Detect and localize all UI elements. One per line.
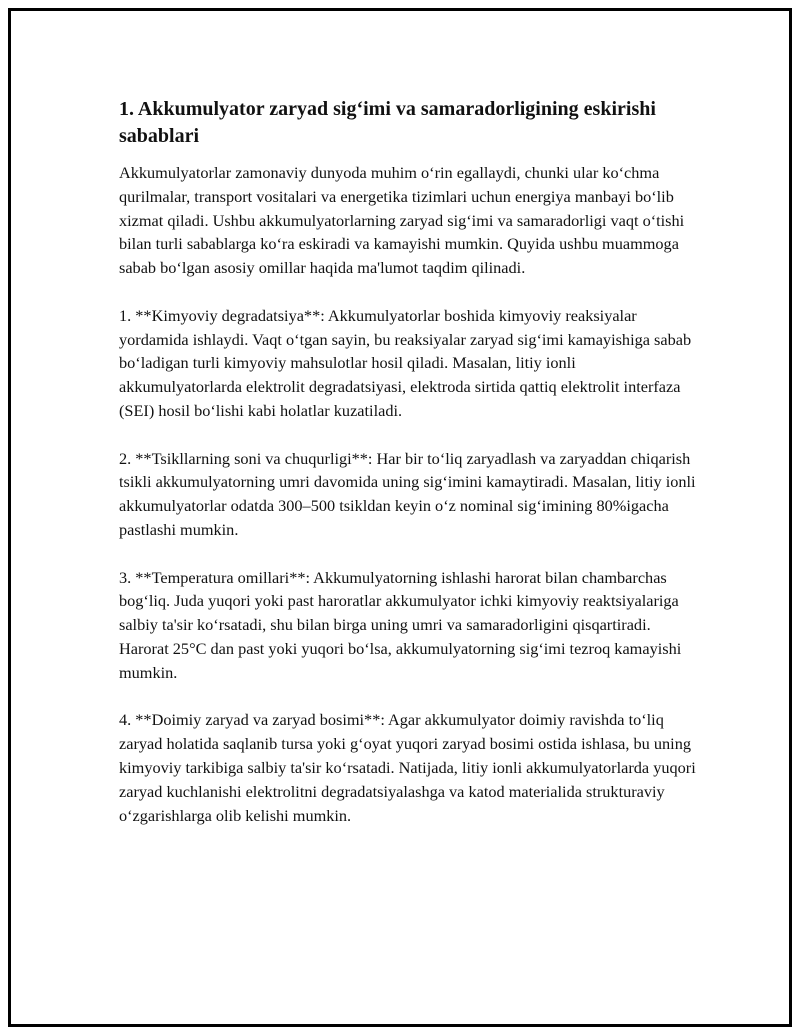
paragraph-constant-charge: 4. **Doimiy zaryad va zaryad bosimi**: Agar akkumulyator doimiy ravishda to‘liq zaryad holatida saqlanib tursa yoki g‘oyat yuqori zaryad bosimi ostida ishlasa, bu uning kimyoviy tarkibiga salbiy ta'sir ko‘rsatadi. Natijada, litiy ionli akkumulyatorlarda yuqori zaryad kuchlanishi elektrolitni degradatsiyalashga va katod materialida strukturaviy o‘zgarishlarga olib kelishi mumkin. bbox=[119, 710, 696, 825]
paragraph-cycles: 2. **Tsikllarning soni va chuqurligi**: Har bir to‘liq zaryadlash va zaryaddan chiqarish tsikli akkumulyatorning umri davomida uning sig‘imini kamaytiradi. Masalan, litiy ionli akkumulyatorlar odatda 300–500 tsikldan keyin o‘z nominal sig‘imining 80%igacha pastlashi mumkin. bbox=[119, 448, 696, 539]
page-frame bbox=[8, 8, 792, 1027]
document-title: 1. Akkumulyator zaryad sig‘imi va samaradorligining eskirishi sabablari bbox=[119, 98, 656, 147]
paragraph-intro: Akkumulyatorlar zamonaviy dunyoda muhim o‘rin egallaydi, chunki ular ko‘chma qurilmalar, transport vositalari va energetika tizimlari uchun energiya manbayi bo‘lib xizmat qiladi. Ushbu akkumulyatorlarning zaryad sig‘imi va samaradorligi vaqt o‘tishi bilan turli sabablarga ko‘ra eskiradi va kamayishi mumkin. Quyida ushbu muammoga sabab bo‘lgan asosiy omillar haqida ma'lumot taqdim qilinadi. bbox=[119, 163, 685, 278]
paragraph-temperature: 3. **Temperatura omillari**: Akkumulyatorning ishlashi harorat bilan chambarchas bog‘liq. Juda yuqori yoki past haroratlar akkumulyator ichki kimyoviy reaktsiyalariga salbiy ta'sir ko‘rsatadi, shu bilan birga uning umri va samaradorligini qisqartiradi. Harorat 25°C dan past yoki yuqori bo‘lsa, akkumulyatorning sig‘imi tezroq kamayishi mumkin. bbox=[119, 567, 682, 682]
paragraph-chemical-degradation: 1. **Kimyoviy degradatsiya**: Akkumulyatorlar boshida kimyoviy reaksiyalar yordamida ishlaydi. Vaqt o‘tgan sayin, bu reaksiyalar zaryad sig‘imi kamayishiga sabab bo‘ladigan turli kimyoviy mahsulotlar hosil qiladi. Masalan, litiy ionli akkumulyatorlarda elektrolit degradatsiyasi, elektroda sirtida qattiq elektrolit interfaza (SEI) hosil bo‘lishi kabi holatlar kuzatiladi. bbox=[119, 305, 692, 420]
document-body bbox=[119, 96, 699, 851]
